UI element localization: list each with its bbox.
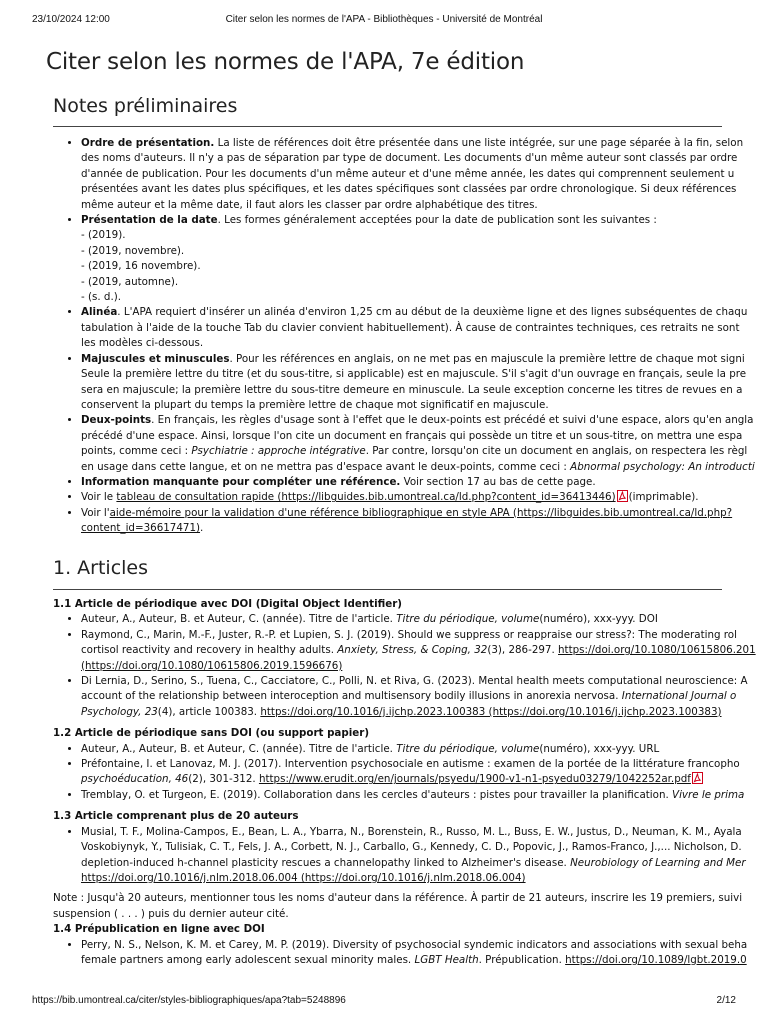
document-title: Citer selon les normes de l'APA, 7e édition [46, 49, 525, 75]
reference-item: • Di Lernia, D., Serino, S., Tuena, C., Cacciatore, C., Polli, N. et Riva, G. (2023). Mental health meets computational neuroscience: A account of the relationship between interoception and multisensory bodily illusions in anorexia nervosa. International Journal o Psychology, 23(4), article 100383. https://doi.org/10.1016/j.ijchp.2023.100383 (https://doi.org/10.1016/j.ijchp.2023.100383) [81, 674, 722, 720]
list-item: • Majuscules et minuscules. Pour les références en anglais, on ne met pas en majuscule la première lettre de chaque mot signi Seule la première lettre du titre (et du sous-titre, si applicable) est en majuscule. S'il s'agit d'un ouvrage en français, seule la pre sera en majuscule; la première lettre du sous-titre demeure en minuscule. La seule exception concerne les titres de revues en a conservent la plupart du temps la première lettre de chaque mot significatif en majuscule. [81, 352, 722, 414]
print-url: https://bib.umontreal.ca/citer/styles-bibliographiques/apa?tab=5248896 [32, 995, 346, 1006]
quick-reference-table-link[interactable]: tableau de consultation rapide (https://libguides.bib.umontreal.ca/ld.php?content_id=36413446) [116, 491, 616, 504]
validation-checklist-link[interactable]: aide-mémoire pour la validation d'une référence bibliographique en style APA (https://libguides.bib.umontreal.ca/ld.php? [109, 506, 733, 519]
erudit-link[interactable]: https://www.erudit.org/en/journals/psyedu/1900-v1-n1-psyedu03279/1042252ar.pdf [258, 773, 691, 786]
reference-item: • Auteur, A., Auteur, B. et Auteur, C. (année). Titre de l'article. Titre du périodique, volume(numéro), xxx-yyy. URL [81, 742, 722, 757]
print-header [32, 14, 736, 30]
reference-item: • Perry, N. S., Nelson, K. M. et Carey, M. P. (2019). Diversity of psychosocial syndemic indicators and associations with sexual beha female partners among early adolescent sexual minority males. LGBT Health. Prépublication. https://doi.org/10.1089/lgbt.2019.0 [81, 938, 722, 969]
validation-checklist-link-cont[interactable]: content_id=36617471) [81, 522, 201, 535]
section-divider [53, 126, 722, 127]
reference-item: • Préfontaine, I. et Lanovaz, M. J. (2017). Intervention psychosociale en autisme : examen de la portée de la littérature francopho psychoéducation, 46(2), 301-312. https://www.erudit.org/en/journals/psyedu/1900-v1-n1-psyedu03279/1042252ar.pdf [81, 757, 722, 788]
section-divider [53, 589, 722, 590]
list-item: • Alinéa. L'APA requiert d'insérer un alinéa d'environ 1,25 cm au début de la deuxième ligne et des lignes subséquentes de chaqu tabulation à l'aide de la touche Tab du clavier convient habituellement). À cause de contraintes techniques, ces retraits ne sont les modèles ci-dessous. [81, 305, 722, 351]
list-item: • Deux-points. En français, les règles d'usage sont à l'effet que le deux-points est précédé et suivi d'une espace, alors qu'en angla précédé d'une espace. Ainsi, lorsque l'on cite un document en français qui possède un titre et un sous-titre, on mettra une espa points, comme ceci : Psychiatrie : approche intégrative. Par contre, lorsqu'on cite un document en anglais, on respectera les règl en usage dans cette langue, et on ne mettra pas d'espace avant le deux-points, comme ceci : Abnormal psychology: An introducti [81, 413, 722, 475]
list-item: • Ordre de présentation. La liste de références doit être présentée dans une liste intégrée, sur une page séparée à la fin, selon des noms d'auteurs. Il n'y a pas de séparation par type de document. Les documents d'un même auteur sont classés par ordre d'année de publication. Pour les documents d'un même auteur et d'une même année, les dates qui comprennent seulement u présentées avant les dates plus spécifiques, et les dates spécifiques sont classées par ordre chronologique. Si deux références même auteur et la même date, il faut alors les classer par ordre alphabétique des titres. [81, 136, 722, 213]
list-item: • Voir l'aide-mémoire pour la validation d'une référence bibliographique en style APA (https://libguides.bib.umontreal.ca/ld.php? content_id=36617471). [81, 506, 722, 537]
subsection-heading-1-1: 1.1 Article de périodique avec DOI (Digital Object Identifier) [53, 598, 403, 610]
reference-item: • Raymond, C., Marin, M.-F., Juster, R.-P. et Lupien, S. J. (2019). Should we suppress or reappraise our stress?: The moderating rol cortisol reactivity and recovery in healthy adults. Anxiety, Stress, & Coping, 32(3), 286-297. https://doi.org/10.1080/10615806.201 (https://doi.org/10.1080/10615806.2019.1596676) [81, 628, 722, 674]
list-item: • Information manquante pour compléter une référence. Voir section 17 au bas de cette page. [81, 475, 722, 490]
print-footer [32, 995, 736, 1011]
reference-item: • Musial, T. F., Molina-Campos, E., Bean, L. A., Ybarra, N., Borenstein, R., Russo, M. L., Buss, E. W., Justus, D., Neuman, K. M., Ayala Voskobiynyk, Y., Tulisiak, C. T., Fels, J. A., Corbett, N. J., Carballo, G., Kennedy, C. D., Popovic, J., Ramos-Franco, J.,... Nicholson, D. depletion-induced h-channel plasticity rescues a channelopathy linked to Alzheimer's disease. Neurobiology of Learning and Mer https://doi.org/10.1016/j.nlm.2018.06.004 (https://doi.org/10.1016/j.nlm.2018.06.004) [81, 825, 722, 887]
reference-item: • Tremblay, O. et Turgeon, E. (2019). Collaboration dans les cercles d'auteurs : pistes pour travailler la planification. Vivre le prima [81, 788, 722, 803]
articles-body [53, 597, 756, 968]
section-heading-articles: 1. Articles [53, 557, 149, 579]
list-item: • Présentation de la date. Les formes généralement acceptées pour la date de publication sont les suivantes : - (2019). - (2019, novembre). - (2019, 16 novembre). - (2019, automne). - (s. d.). [81, 213, 722, 305]
note-paragraph: Note : Jusqu'à 20 auteurs, mentionner tous les noms d'auteur dans la référence. À partir de 21 auteurs, inscrire les 19 premiers, suivi suspension ( . . . ) puis du dernier auteur cité. [53, 892, 743, 920]
doi-link[interactable]: https://doi.org/10.1089/lgbt.2019.0 [565, 953, 747, 966]
subsection-heading-1-4: 1.4 Prépublication en ligne avec DOI [53, 923, 265, 936]
doi-link[interactable]: https://doi.org/10.1016/j.nlm.2018.06.004 (https://doi.org/10.1016/j.nlm.2018.06.004) [81, 871, 526, 884]
subsection-heading-1-2: 1.2 Article de périodique sans DOI (ou support papier) [53, 727, 370, 740]
notes-list [53, 136, 755, 537]
list-item: • Voir le tableau de consultation rapide (https://libguides.bib.umontreal.ca/ld.php?content_id=36413446) (imprimable). [81, 490, 722, 505]
reference-item: • Auteur, A., Auteur, B. et Auteur, C. (année). Titre de l'article. Titre du périodique, volume(numéro), xxx-yyy. DOI [81, 612, 722, 627]
pdf-icon[interactable] [617, 490, 628, 502]
print-page-title: Citer selon les normes de l'APA - Bibliothèques - Université de Montréal [225, 14, 543, 25]
pdf-icon[interactable] [692, 772, 703, 784]
subsection-heading-1-3: 1.3 Article comprenant plus de 20 auteurs [53, 810, 299, 823]
page-number: 2/12 [716, 995, 736, 1006]
section-heading-notes: Notes préliminaires [53, 95, 238, 117]
document-content [46, 44, 756, 989]
doi-link[interactable]: (https://doi.org/10.1080/10615806.2019.1596676) [81, 659, 343, 672]
doi-link[interactable]: https://doi.org/10.1016/j.ijchp.2023.100383 (https://doi.org/10.1016/j.ijchp.2023.100383) [260, 705, 722, 718]
print-date: 23/10/2024 12:00 [32, 14, 110, 25]
doi-link[interactable]: https://doi.org/10.1080/10615806.201 [558, 644, 756, 657]
